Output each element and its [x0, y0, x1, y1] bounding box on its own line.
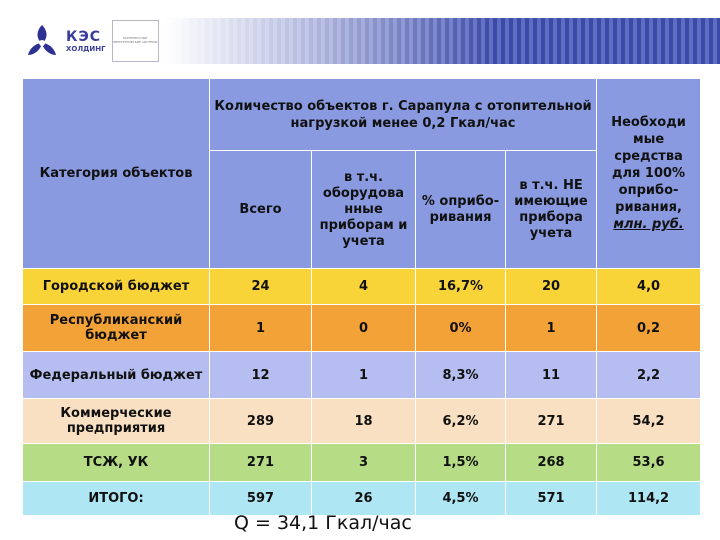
row-not-equipped: 20 — [506, 269, 597, 305]
table-row — [23, 399, 701, 444]
row-category: ТСЖ, УК — [23, 444, 210, 482]
row-total: 1 — [210, 305, 312, 352]
row-not-equipped: 271 — [506, 399, 597, 444]
company-logo — [22, 18, 165, 64]
funds-header-unit: млн. руб. — [613, 217, 684, 232]
row-percent: 4,5% — [416, 482, 506, 516]
row-category: Федеральный бюджет — [23, 352, 210, 399]
objects-table — [22, 78, 701, 516]
row-percent: 16,7% — [416, 269, 506, 305]
logo-text — [66, 30, 106, 53]
row-percent: 6,2% — [416, 399, 506, 444]
row-category: ИТОГО: — [23, 482, 210, 516]
row-not-equipped: 11 — [506, 352, 597, 399]
row-funds: 114,2 — [597, 482, 701, 516]
row-not-equipped: 268 — [506, 444, 597, 482]
category-header: Категория объектов — [23, 79, 210, 269]
footnote: Q = 34,1 Гкал/час — [234, 512, 412, 534]
row-total: 24 — [210, 269, 312, 305]
row-equipped: 18 — [312, 399, 416, 444]
logo-tagline: КОМПЛЕКСНЫЕ ЭНЕРГЕТИЧЕСКИЕ СИСТЕМЫ — [112, 20, 159, 62]
row-funds: 4,0 — [597, 269, 701, 305]
funds-header — [597, 79, 701, 269]
row-not-equipped: 571 — [506, 482, 597, 516]
col-not-equipped-header: в т.ч. НЕ имеющие прибора учета — [506, 151, 597, 269]
col-equipped-header: в т.ч. оборудова нные приборам и учета — [312, 151, 416, 269]
row-equipped: 3 — [312, 444, 416, 482]
row-equipped: 1 — [312, 352, 416, 399]
row-total: 271 — [210, 444, 312, 482]
row-percent: 1,5% — [416, 444, 506, 482]
table-row — [23, 305, 701, 352]
row-equipped: 26 — [312, 482, 416, 516]
col-total-header: Всего — [210, 151, 312, 269]
funds-header-main: Необходи мые средства для 100% оприбо- ривания, — [611, 115, 686, 215]
row-percent: 0% — [416, 305, 506, 352]
row-funds: 54,2 — [597, 399, 701, 444]
table-row-total — [23, 482, 701, 516]
row-category: Республиканский бюджет — [23, 305, 210, 352]
row-funds: 53,6 — [597, 444, 701, 482]
logo-name: КЭС — [66, 28, 101, 45]
logo-mark-icon — [22, 21, 62, 61]
table-row — [23, 352, 701, 399]
row-category: Городской бюджет — [23, 269, 210, 305]
row-total: 289 — [210, 399, 312, 444]
col-percent-header: % оприбо- ривания — [416, 151, 506, 269]
header-fade — [165, 18, 495, 64]
row-funds: 0,2 — [597, 305, 701, 352]
row-category: Коммерческие предприятия — [23, 399, 210, 444]
logo-subname: ХОЛДИНГ — [66, 44, 106, 53]
group-header: Количество объектов г. Сарапула с отопительной нагрузкой менее 0,2 Гкал/час — [210, 79, 597, 151]
row-funds: 2,2 — [597, 352, 701, 399]
table-row — [23, 269, 701, 305]
row-percent: 8,3% — [416, 352, 506, 399]
row-total: 12 — [210, 352, 312, 399]
row-total: 597 — [210, 482, 312, 516]
table-row — [23, 444, 701, 482]
row-equipped: 4 — [312, 269, 416, 305]
row-equipped: 0 — [312, 305, 416, 352]
row-not-equipped: 1 — [506, 305, 597, 352]
